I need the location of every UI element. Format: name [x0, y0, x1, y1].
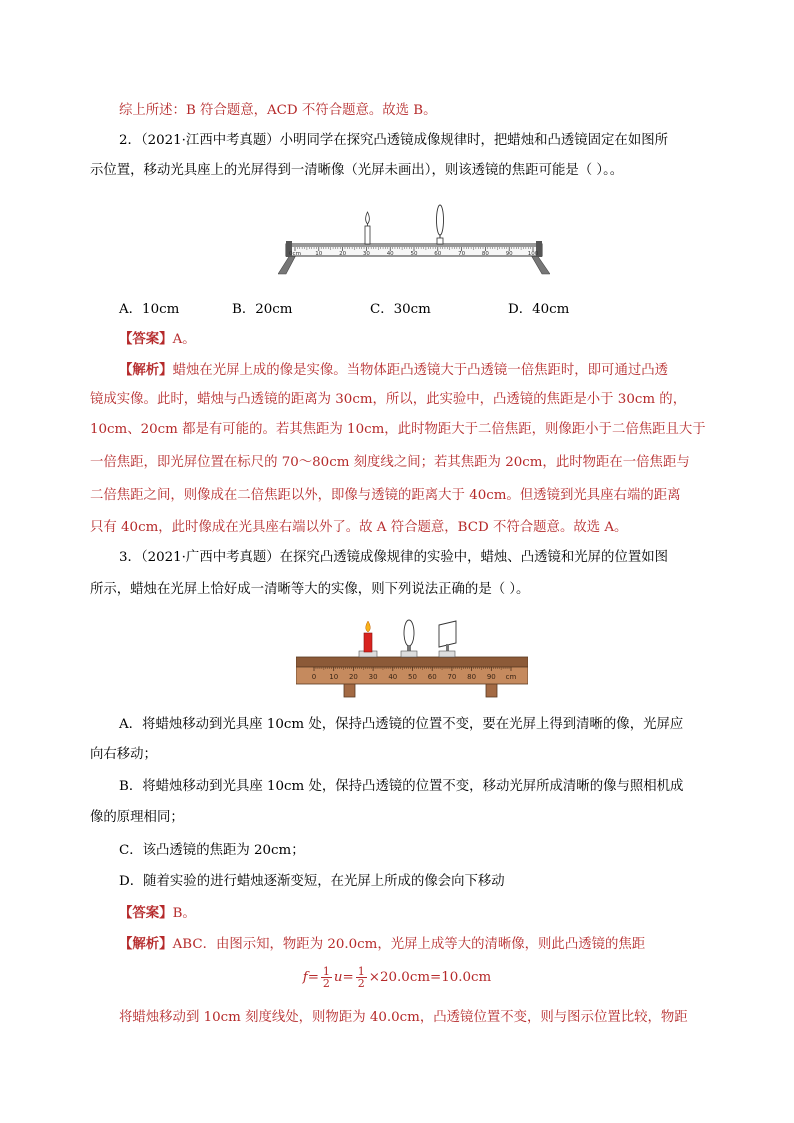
q2-analysis-line4: 一倍焦距，即光屏位置在标尺的 70～80cm 刻度线之间；若其焦距为 20cm，此时物距在一倍焦距与 — [90, 455, 690, 470]
lens-icon — [437, 205, 444, 235]
candle-flame-icon — [366, 212, 370, 224]
ruler-label: 10 — [329, 673, 339, 681]
ruler-label: 60 — [427, 673, 437, 681]
q3-analysis-tag: 【解析】 — [119, 936, 173, 952]
q3-analysis-line2: 将蜡烛移动到 10cm 刻度线处，则物距为 40.0cm，凸透镜位置不变，则与图示位置比较，物距 — [119, 1010, 688, 1025]
bench-rail-top — [286, 244, 542, 247]
bench-left-leg — [344, 683, 355, 697]
q2-stem-line1: 2．（2021·江西中考真题）小明同学在探究凸透镜成像规律时，把蜡烛和凸透镜固定在如图所 — [119, 133, 668, 148]
lens-icon — [404, 620, 414, 646]
q3-analysis-text1: ABC．由图示知，物距为 20.0cm，光屏上成等大的清晰像，则此凸透镜的焦距 — [172, 937, 646, 952]
q2-answer-tag: 【答案】 — [119, 331, 173, 347]
ruler-label: 20 — [348, 673, 358, 681]
q2-analysis-line3: 10cm、20cm 都是有可能的。若其焦距为 10cm，此时物距大于二倍焦距，则像距小于二倍焦距且大于 — [90, 422, 706, 437]
light-screen — [439, 621, 456, 657]
ruler-label: 10 — [315, 251, 323, 257]
ruler-label: 30 — [368, 673, 378, 681]
q2-stem-line2: 示位置，移动光具座上的光屏得到一清晰像（光屏未画出），则该透镜的焦距可能是（ ）。。 — [90, 163, 624, 178]
q2-analysis-tag: 【解析】 — [119, 362, 173, 378]
ruler-label: 90 — [505, 251, 513, 257]
ruler-label: 20 — [339, 251, 347, 257]
q3-option-b-line1: B．将蜡烛移动到光具座 10cm 处，保持凸透镜的位置不变，移动光屏所成清晰的像与照相机成 — [119, 779, 684, 794]
q3-option-b-line2: 像的原理相同； — [90, 810, 184, 825]
q3-analysis-line1 — [119, 936, 645, 953]
ruler-label: 50 — [408, 673, 417, 681]
bench-right-leg — [531, 255, 550, 274]
ruler-label: 60 — [434, 251, 442, 257]
q3-optical-bench-figure — [296, 615, 528, 699]
q2-option-a: A．10cm — [119, 302, 180, 317]
ruler-label: 80 — [467, 673, 477, 681]
formula-u: u= — [333, 970, 354, 985]
ruler-label: 0cm — [289, 251, 301, 257]
screen-icon — [439, 621, 456, 647]
q3-answer-tag: 【答案】 — [119, 905, 173, 921]
q2-analysis-line5: 二倍焦距之间，则像成在二倍焦距以外，即像与透镜的距离大于 40cm。但透镜到光具座右端的距离 — [90, 488, 681, 503]
q3-option-a-line2: 向右移动； — [90, 747, 157, 762]
frac-num: 1 — [357, 965, 365, 978]
convex-lens — [401, 620, 417, 657]
q2-analysis-line2: 镜成实像。此时，蜡烛与凸透镜的距离为 30cm，所以，此实验中，凸透镜的焦距是小于 30cm 的， — [90, 392, 687, 407]
q2-answer-value: A。 — [172, 332, 196, 347]
ruler-label: 70 — [447, 673, 457, 681]
ruler-label: 40 — [386, 251, 394, 257]
q3-stem-line1: 3．（2021·广西中考真题）在探究凸透镜成像规律的实验中，蜡烛、凸透镜和光屏的位置如图 — [119, 550, 668, 565]
ruler-label: 50 — [410, 251, 418, 257]
summary-text: 综上所述：B 符合题意，ACD 不符合题意。故选 B。 — [119, 103, 437, 118]
q2-analysis-line6: 只有 40cm，此时像成在光具座右端以外了。故 A 符合题意，BCD 不符合题意。故选 A。 — [90, 520, 628, 535]
candle — [359, 621, 377, 657]
bench-top — [296, 657, 528, 667]
q2-optical-bench-figure — [278, 200, 550, 276]
candle — [365, 212, 370, 244]
ruler-label: cm — [505, 673, 517, 681]
formula-rhs: ×20.0cm=10.0cm — [368, 970, 492, 985]
bench-right-leg — [486, 683, 497, 697]
bench-left-leg — [278, 255, 296, 274]
frac-den: 2 — [357, 977, 365, 990]
q3-option-c: C．该凸透镜的焦距为 20cm； — [119, 843, 305, 858]
q2-answer — [119, 331, 196, 348]
q2-analysis-line1 — [119, 362, 668, 379]
q3-answer — [119, 905, 196, 922]
ruler-label: 100 — [527, 251, 539, 257]
formula-half-2 — [356, 966, 367, 989]
ruler-label: 30 — [362, 251, 370, 257]
q2-analysis-text1: 蜡烛在光屏上成的像是实像。当物体距凸透镜大于凸透镜一倍焦距时，即可通过凸透 — [172, 363, 669, 378]
q2-option-d: D．40cm — [508, 302, 570, 317]
convex-lens — [437, 205, 444, 244]
ruler-label: 70 — [458, 251, 466, 257]
ruler-label: 40 — [388, 673, 398, 681]
candle-flame-icon — [366, 621, 371, 632]
formula-half-1 — [321, 966, 332, 989]
q2-option-b: B．20cm — [232, 302, 293, 317]
ruler-label: 90 — [486, 673, 496, 681]
frac-num: 1 — [322, 965, 330, 978]
ruler-label: 80 — [481, 251, 489, 257]
q3-option-d: D．随着实验的进行蜡烛逐渐变短，在光屏上所成的像会向下移动 — [119, 874, 505, 889]
ruler-label: 0 — [311, 673, 317, 681]
formula-lhs: f= — [302, 970, 319, 985]
q3-formula — [0, 966, 794, 990]
q3-answer-value: B。 — [172, 906, 196, 921]
q3-stem-line2: 所示，蜡烛在光屏上恰好成一清晰等大的实像，则下列说法正确的是（ ）。 — [90, 582, 530, 597]
q3-option-a-line1: A．将蜡烛移动到光具座 10cm 处，保持凸透镜的位置不变，要在光屏上得到清晰的像，光屏应 — [119, 717, 684, 732]
q2-option-c: C．30cm — [370, 302, 431, 317]
frac-den: 2 — [322, 977, 330, 990]
